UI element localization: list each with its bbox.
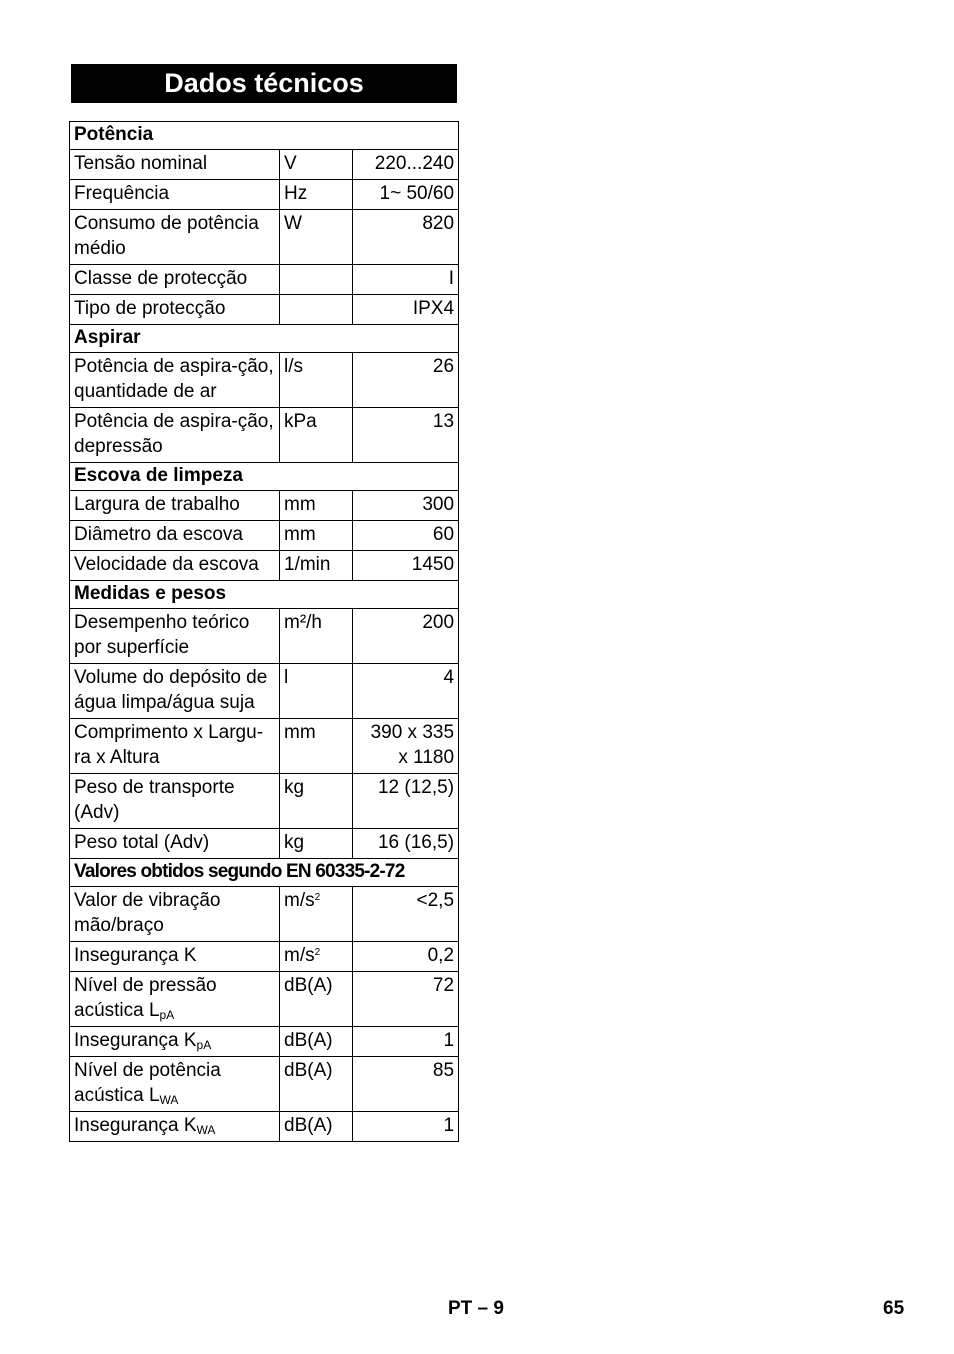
table-row [70,491,459,521]
value-cell: 0,2 [353,942,459,972]
section-header-row [70,122,459,150]
table-row [70,972,459,1027]
technical-data-table [69,121,459,1142]
unit-cell: dB(A) [280,1112,353,1142]
table-row [70,295,459,325]
unit-cell: mm [280,719,353,774]
section-header-escova: Escova de limpeza [70,463,459,491]
section-header-row [70,581,459,609]
table-row [70,521,459,551]
table-row [70,1057,459,1112]
page-title: Dados técnicos [71,64,457,103]
param-cell: Peso de transporte (Adv) [70,774,280,829]
table-row [70,719,459,774]
value-cell: 85 [353,1057,459,1112]
unit-cell [280,887,353,942]
param-cell: Largura de trabalho [70,491,280,521]
param-cell: Potência de aspira-ção, depressão [70,408,280,463]
table-row [70,942,459,972]
param-cell: Tensão nominal [70,150,280,180]
param-cell: Diâmetro da escova [70,521,280,551]
unit-cell [280,295,353,325]
param-cell: Potência de aspira-ção, quantidade de ar [70,353,280,408]
unit-cell: dB(A) [280,972,353,1027]
param-text: Insegurança K [74,1115,197,1136]
unit-cell: dB(A) [280,1057,353,1112]
value-cell: 820 [353,210,459,265]
param-text: Insegurança K [74,1030,197,1051]
table-row [70,353,459,408]
unit-superscript: 2 [314,892,321,903]
unit-cell: kPa [280,408,353,463]
param-cell [70,972,280,1027]
param-cell: Consumo de potência médio [70,210,280,265]
unit-cell: dB(A) [280,1027,353,1057]
value-cell: 1~ 50/60 [353,180,459,210]
section-header-valores: Valores obtidos segundo EN 60335-2-72 [70,859,459,887]
value-cell: I [353,265,459,295]
table-row [70,887,459,942]
table-row [70,829,459,859]
unit-cell: kg [280,774,353,829]
param-cell [70,1057,280,1112]
table-row [70,664,459,719]
value-cell: 390 x 335 x 1180 [353,719,459,774]
unit-cell: l [280,664,353,719]
param-cell: Volume do depósito de água limpa/água suja [70,664,280,719]
table-row [70,551,459,581]
unit-cell: l/s [280,353,353,408]
param-text: Nível de potência acústica L [74,1060,221,1106]
value-cell: 12 (12,5) [353,774,459,829]
value-cell: 26 [353,353,459,408]
table-row [70,774,459,829]
value-cell: 4 [353,664,459,719]
table-row [70,180,459,210]
param-subscript: WA [196,1123,216,1137]
value-cell: 300 [353,491,459,521]
param-cell: Frequência [70,180,280,210]
table-row [70,1112,459,1142]
value-cell: 1 [353,1112,459,1142]
value-cell: 60 [353,521,459,551]
value-cell: 13 [353,408,459,463]
unit-cell: mm [280,491,353,521]
unit-cell: Hz [280,180,353,210]
unit-cell: 1/min [280,551,353,581]
param-cell [70,1112,280,1142]
footer-page-number: 65 [883,1298,905,1319]
unit-cell [280,265,353,295]
section-header-aspirar: Aspirar [70,325,459,353]
section-header-row [70,463,459,491]
value-cell: IPX4 [353,295,459,325]
table-row [70,150,459,180]
value-cell: 1 [353,1027,459,1057]
value-cell: <2,5 [353,887,459,942]
value-cell: 16 (16,5) [353,829,459,859]
section-header-row [70,325,459,353]
param-cell: Desempenho teórico por superfície [70,609,280,664]
unit-superscript: 2 [314,947,321,958]
section-header-potencia: Potência [70,122,459,150]
value-cell: 220...240 [353,150,459,180]
param-cell: Classe de protecção [70,265,280,295]
unit-cell: V [280,150,353,180]
param-cell [70,1027,280,1057]
value-cell: 1450 [353,551,459,581]
param-subscript: WA [159,1093,179,1107]
param-cell: Tipo de protecção [70,295,280,325]
param-cell: Peso total (Adv) [70,829,280,859]
value-cell: 200 [353,609,459,664]
unit-cell: kg [280,829,353,859]
unit-cell [280,942,353,972]
table-row [70,210,459,265]
table-row [70,609,459,664]
param-subscript: pA [159,1008,175,1022]
param-cell: Insegurança K [70,942,280,972]
unit-cell: mm [280,521,353,551]
param-cell: Velocidade da escova [70,551,280,581]
footer-language-page: PT – 9 [448,1298,504,1319]
unit-cell: m²/h [280,609,353,664]
unit-text: m/s [284,890,315,911]
section-header-medidas: Medidas e pesos [70,581,459,609]
section-header-row [70,859,459,887]
param-text: Nível de pressão acústica L [74,975,217,1021]
param-cell: Comprimento x Largu-ra x Altura [70,719,280,774]
unit-text: m/s [284,945,315,966]
unit-cell: W [280,210,353,265]
table-row [70,1027,459,1057]
table-row [70,265,459,295]
value-cell: 72 [353,972,459,1027]
param-cell: Valor de vibração mão/braço [70,887,280,942]
table-row [70,408,459,463]
param-subscript: pA [196,1038,212,1052]
